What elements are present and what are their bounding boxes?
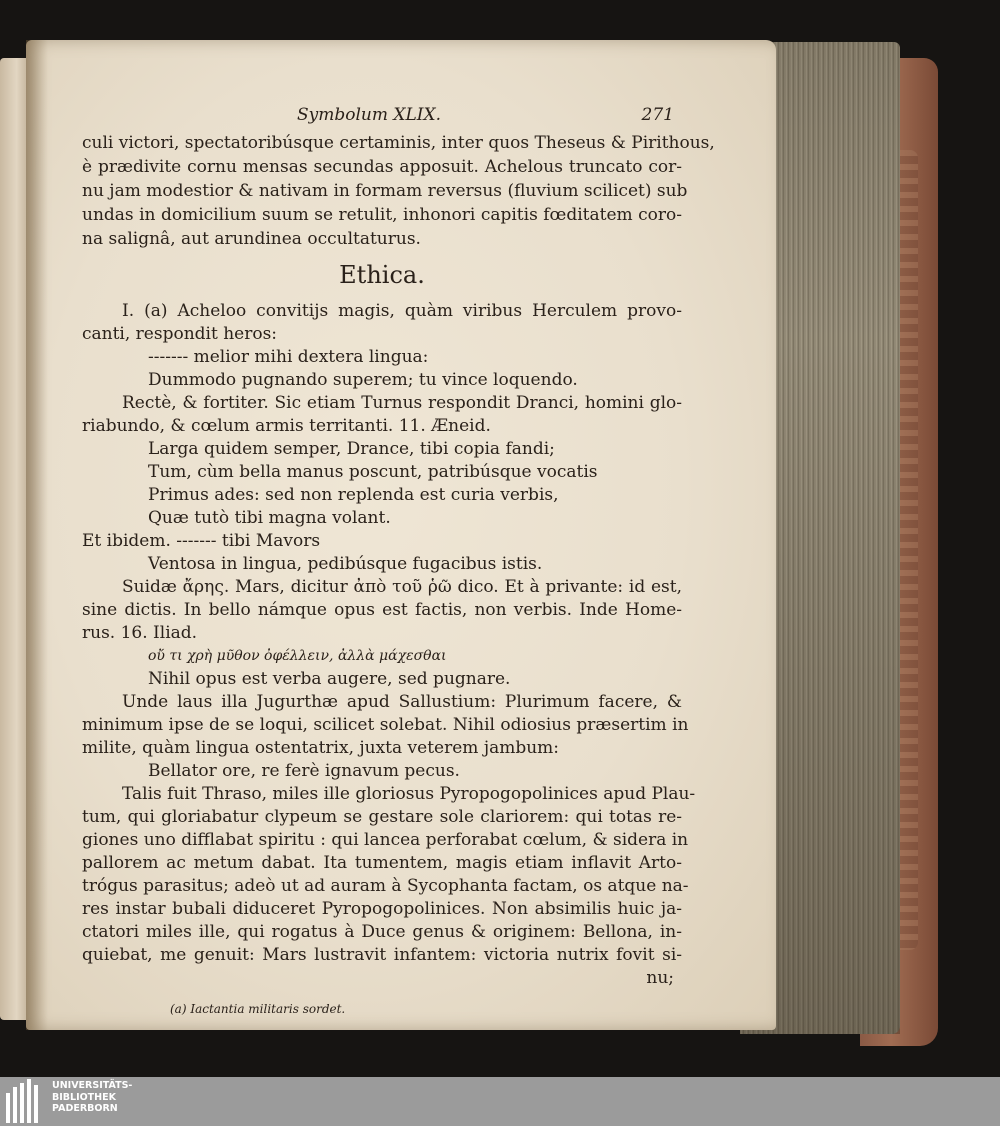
verse-line: Dummodo pugnando superem; tu vince loquendo. [148,370,578,390]
library-logo-icon [4,1079,48,1123]
verse-line: Quæ tutò tibi magna volant. [148,508,391,528]
text-line: Et ibidem. ------- tibi Mavors [82,531,321,551]
text-line: Talis fuit Thraso, miles ille gloriosus Pyropogopolinices apud Plau- [122,784,696,804]
text-line: res instar bubali diduceret Pyropogopolinices. Non absimilis huic ja- [82,899,682,919]
verse-line: Tum, cùm bella manus poscunt, patribúsque vocatis [148,462,598,482]
text-line: Suidæ ἄρης. Mars, dicitur ἀπὸ τοῦ ῥῶ dico. Et à privante: id est, [122,577,682,597]
verse-line: Larga quidem semper, Drance, tibi copia fandi; [148,439,555,459]
text-line: quiebat, me genuit: Mars lustravit infantem: victoria nutrix fovit si- [82,945,682,965]
verse-line: Primus ades: sed non replenda est curia verbis, [148,485,559,505]
text-line: riabundo, & cœlum armis territanti. 11. Æneid. [82,416,491,436]
text-line: na salignâ, aut arundinea occultaturus. [82,229,421,249]
text-line: milite, quàm lingua ostentatrix, juxta veterem jambum: [82,738,560,758]
library-logo-text [52,1080,132,1115]
verse-line: Nihil opus est verba augere, sed pugnare. [148,669,511,689]
text-line: Rectè, & fortiter. Sic etiam Turnus respondit Dranci, homini glo- [122,393,682,413]
section-title: Ethica. [339,261,425,289]
page-gutter [26,40,48,1030]
text-line: rus. 16. Iliad. [82,623,198,643]
text-line: canti, respondit heros: [82,324,278,344]
library-footer [0,1077,1000,1126]
text-line: pallorem ac metum dabat. Ita tumentem, magis etiam inflavit Arto- [82,853,682,873]
text-line: culi victori, spectatoribúsque certaminis, inter quos Theseus & Pirithous, [82,133,715,153]
verse-line: Ventosa in lingua, pedibúsque fugacibus istis. [148,554,543,574]
text-line: tum, qui gloriabatur clypeum se gestare sole clariorem: qui totas re- [82,807,682,827]
greek-verse-line: οὔ τι χρὴ μῦθον ὀφέλλειν, ἀλλὰ μάχεσθαι [148,648,447,664]
running-head: Symbolum XLIX. [297,105,442,125]
text-line: I. (a) Acheloo convitijs magis, quàm viribus Herculem provo- [122,301,682,321]
footnote: (a) Iactantia militaris sordet. [170,1002,346,1016]
logo-line: UNIVERSITÄTS- [52,1080,133,1091]
verse-line: Bellator ore, re ferè ignavum pecus. [148,761,460,781]
verse-line: ------- melior mihi dextera lingua: [148,347,429,367]
text-line: è prædivite cornu mensas secundas apposuit. Achelous truncato cor- [82,157,682,177]
logo-line: PADERBORN [52,1103,118,1114]
text-line: trógus parasitus; adeò ut ad auram à Sycophanta factam, os atque na- [82,876,689,896]
text-line: undas in domicilium suum se retulit, inhonori capitis fœditatem coro- [82,205,682,225]
text-line: sine dictis. In bello námque opus est factis, non verbis. Inde Home- [82,600,682,620]
logo-line: BIBLIOTHEK [52,1091,116,1103]
catchword: nu; [646,968,674,988]
text-line: minimum ipse de se loqui, scilicet solebat. Nihil odiosius præsertim in [82,715,689,735]
text-line: ctatori miles ille, qui rogatus à Duce genus & originem: Bellona, in- [82,922,682,942]
text-line: giones uno difflabat spiritu : qui lancea perforabat cœlum, & sidera in [82,830,689,850]
text-line: nu jam modestior & nativam in formam reversus (fluvium scilicet) sub [82,181,688,201]
page-number: 271 [641,105,674,125]
text-line: Unde laus illa Jugurthæ apud Sallustium: Plurimum facere, & [122,692,682,712]
